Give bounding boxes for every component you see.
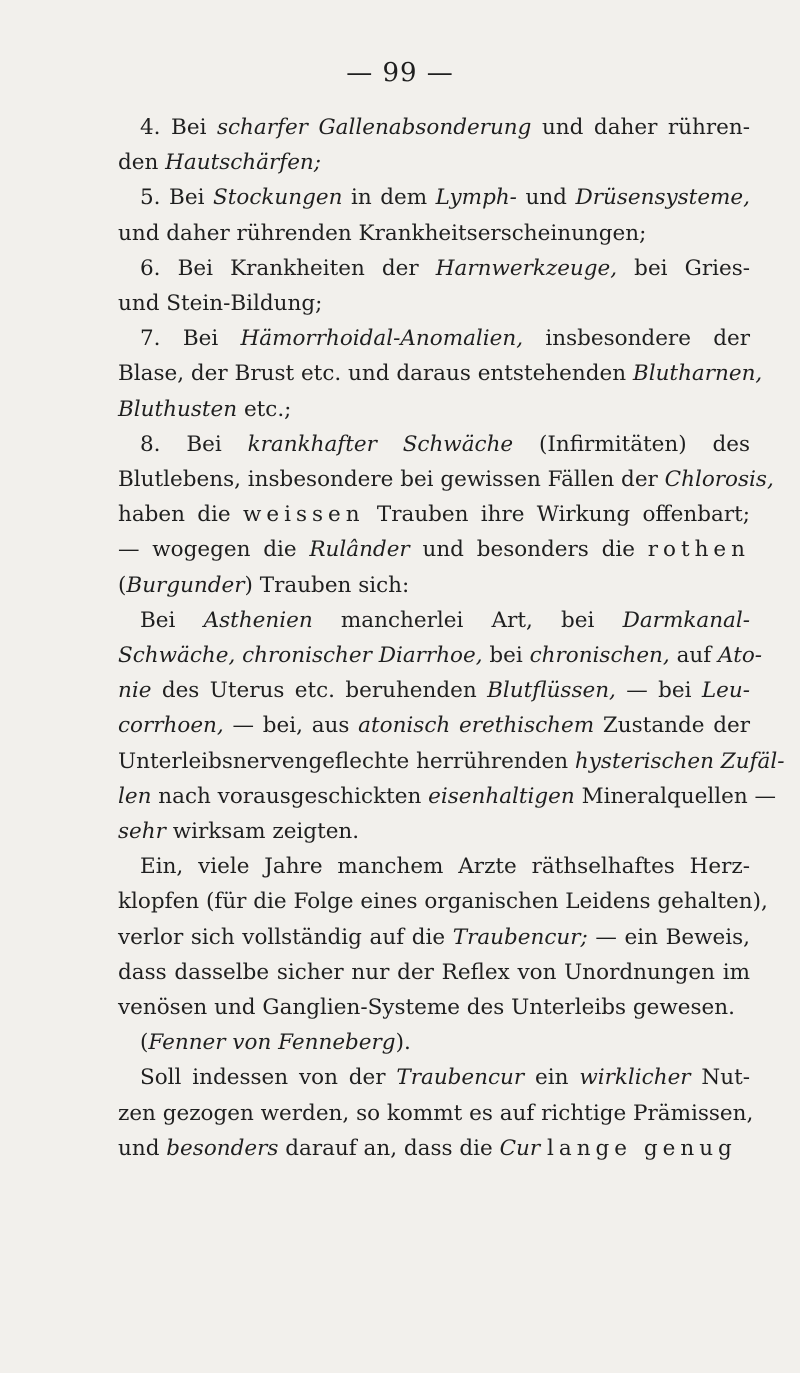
text-run: Trauben ihre Wirkung offenbart; (364, 502, 750, 528)
italic-text-run: Leu- (701, 678, 750, 704)
text-line (118, 568, 750, 603)
italic-text-run: Traubencur; (452, 924, 588, 950)
text-run: ( (118, 572, 127, 598)
text-run: zen gezogen werden, so kommt es auf richtige Prämissen, (118, 1100, 754, 1126)
italic-text-run: Drüsensysteme, (575, 185, 750, 211)
text-run: und (516, 185, 576, 211)
text-run: Bei (140, 607, 204, 633)
text-line (118, 251, 750, 286)
italic-text-run: Burgunder (126, 572, 245, 598)
spaced-text-run: weissen (242, 502, 365, 528)
text-run: und (118, 1135, 167, 1161)
italic-text-run: scharfer Gallenabsonderung (216, 115, 532, 140)
text-run: ( (140, 1030, 149, 1056)
text-run: wirksam zeigten. (165, 819, 360, 845)
text-run: insbesondere der (523, 326, 750, 352)
text-run: — ein Beweis, (587, 924, 750, 950)
text-line (118, 884, 768, 919)
text-line (118, 638, 763, 673)
text-line (118, 708, 750, 743)
text-line (118, 145, 750, 180)
spaced-text-run: rothen (647, 537, 750, 563)
text-run: und daher rührenden Krankheitserscheinungen; (118, 220, 647, 246)
text-run: darauf an, dass die (278, 1135, 500, 1161)
text-run: dass dasselbe sicher nur der Reflex von Unordnungen im (118, 959, 750, 985)
text-run: haben die (118, 502, 243, 528)
body-text (118, 110, 785, 1166)
italic-text-run: nie (118, 678, 152, 704)
italic-text-run: wirklicher (579, 1065, 691, 1091)
text-line (118, 497, 750, 532)
text-run: Blase, der Brust etc. und daraus entstehenden (118, 361, 633, 387)
text-line (118, 216, 750, 251)
italic-text-run: krankhafter Schwäche (247, 431, 514, 457)
text-run: und Stein-Bildung; (118, 291, 323, 317)
italic-text-run: hysterischen Zufäl- (574, 748, 785, 774)
italic-text-run: Darmkanal- (622, 607, 750, 633)
page-number: — 99 — (346, 58, 454, 88)
text-line (118, 1096, 754, 1131)
text-run: Soll indessen von der (140, 1065, 397, 1091)
text-line (118, 955, 750, 990)
text-run: Nut- (690, 1065, 750, 1091)
text-run: 8. Bei (140, 431, 248, 457)
italic-text-run: Cur (499, 1135, 541, 1161)
text-line (118, 779, 777, 814)
text-run: — bei (615, 678, 702, 704)
text-run: etc.; (237, 396, 292, 422)
text-line (118, 920, 750, 955)
text-line (118, 849, 750, 884)
italic-text-run: Ato- (718, 643, 763, 669)
italic-text-run: Lymph- (435, 185, 517, 211)
text-run: und besonders die (409, 537, 648, 563)
italic-text-run: Hämorrhoidal-Anomalien, (240, 326, 524, 352)
text-run: ). (395, 1030, 411, 1056)
text-line (118, 603, 750, 638)
text-run: ) Trauben sich: (244, 572, 410, 598)
italic-text-run: besonders (166, 1135, 279, 1161)
text-line (118, 673, 750, 708)
italic-text-run: corrhoen, (118, 713, 224, 739)
text-run: des Uterus etc. beruhenden (151, 678, 488, 704)
italic-text-run: chronischen, (529, 643, 670, 669)
italic-text-run: Schwäche, chronischer Diarrhoe, (118, 643, 483, 669)
text-line (118, 356, 763, 391)
text-run: 7. Bei (140, 326, 241, 352)
text-run: Mineralquellen — (574, 783, 777, 809)
italic-text-run: Blutflüssen, (487, 678, 616, 704)
italic-text-run: Rulânder (309, 537, 410, 563)
text-line (118, 462, 774, 497)
italic-text-run: Harnwerkzeuge, (435, 255, 618, 281)
text-line (118, 392, 750, 427)
text-run: ein (524, 1065, 580, 1091)
italic-text-run: Stockungen (213, 185, 343, 211)
text-run: (Infirmitäten) des (513, 431, 750, 457)
text-line (118, 814, 750, 849)
text-run: Zustande der (594, 713, 750, 739)
text-run: 5. Bei (140, 185, 213, 211)
italic-text-run: Fenner von Fenneberg (148, 1030, 396, 1056)
spaced-text-run: lange genug (547, 1135, 737, 1161)
italic-text-run: sehr (118, 819, 166, 845)
italic-text-run: Hautschärfen; (165, 150, 322, 176)
text-run: venösen und Ganglien-Systeme des Unterleibs gewesen. (118, 995, 735, 1021)
text-run: 6. Bei Krankheiten der (140, 255, 436, 281)
text-run: mancherlei Art, bei (312, 607, 623, 633)
text-line (118, 1131, 750, 1166)
text-run: Unterleibsnervengeflechte herrührenden (118, 748, 575, 774)
text-line (118, 1025, 750, 1060)
text-run: verlor sich vollständig auf die (118, 924, 453, 950)
text-run: auf (669, 643, 719, 669)
text-run: nach vorausgeschickten (151, 783, 429, 809)
text-run: 4. Bei (140, 115, 217, 140)
italic-text-run: Asthenien (203, 607, 313, 633)
italic-text-run: Blutharnen, (632, 361, 763, 387)
text-line (118, 427, 750, 462)
text-run: — wogegen die (118, 537, 310, 563)
text-line (118, 1060, 750, 1095)
text-run: in dem (342, 185, 436, 211)
text-run: bei (482, 643, 530, 669)
italic-text-run: atonisch erethischem (358, 713, 595, 739)
text-run: Blutlebens, insbesondere bei gewissen Fällen der (118, 467, 665, 493)
text-line (118, 532, 750, 567)
text-run: klopfen (für die Folge eines organischen Leidens gehalten), (118, 889, 768, 915)
italic-text-run: Chlorosis, (664, 467, 774, 493)
text-line (118, 990, 750, 1025)
text-run: den (118, 150, 166, 176)
text-run: — bei, aus (223, 713, 359, 739)
italic-text-run: len (118, 783, 152, 809)
text-line (118, 321, 750, 356)
text-run: Ein, viele Jahre manchem Arzte räthselhaftes Herz- (140, 854, 750, 880)
italic-text-run: Bluthusten (118, 396, 238, 422)
text-run: bei Gries- (617, 255, 750, 281)
text-line (118, 180, 750, 215)
text-line (118, 286, 750, 321)
text-run (540, 1136, 547, 1161)
italic-text-run: eisenhaltigen (428, 783, 575, 809)
text-line (118, 110, 750, 145)
text-run: und daher rühren- (531, 115, 750, 140)
italic-text-run: Traubencur (396, 1065, 525, 1091)
text-line (118, 744, 785, 779)
